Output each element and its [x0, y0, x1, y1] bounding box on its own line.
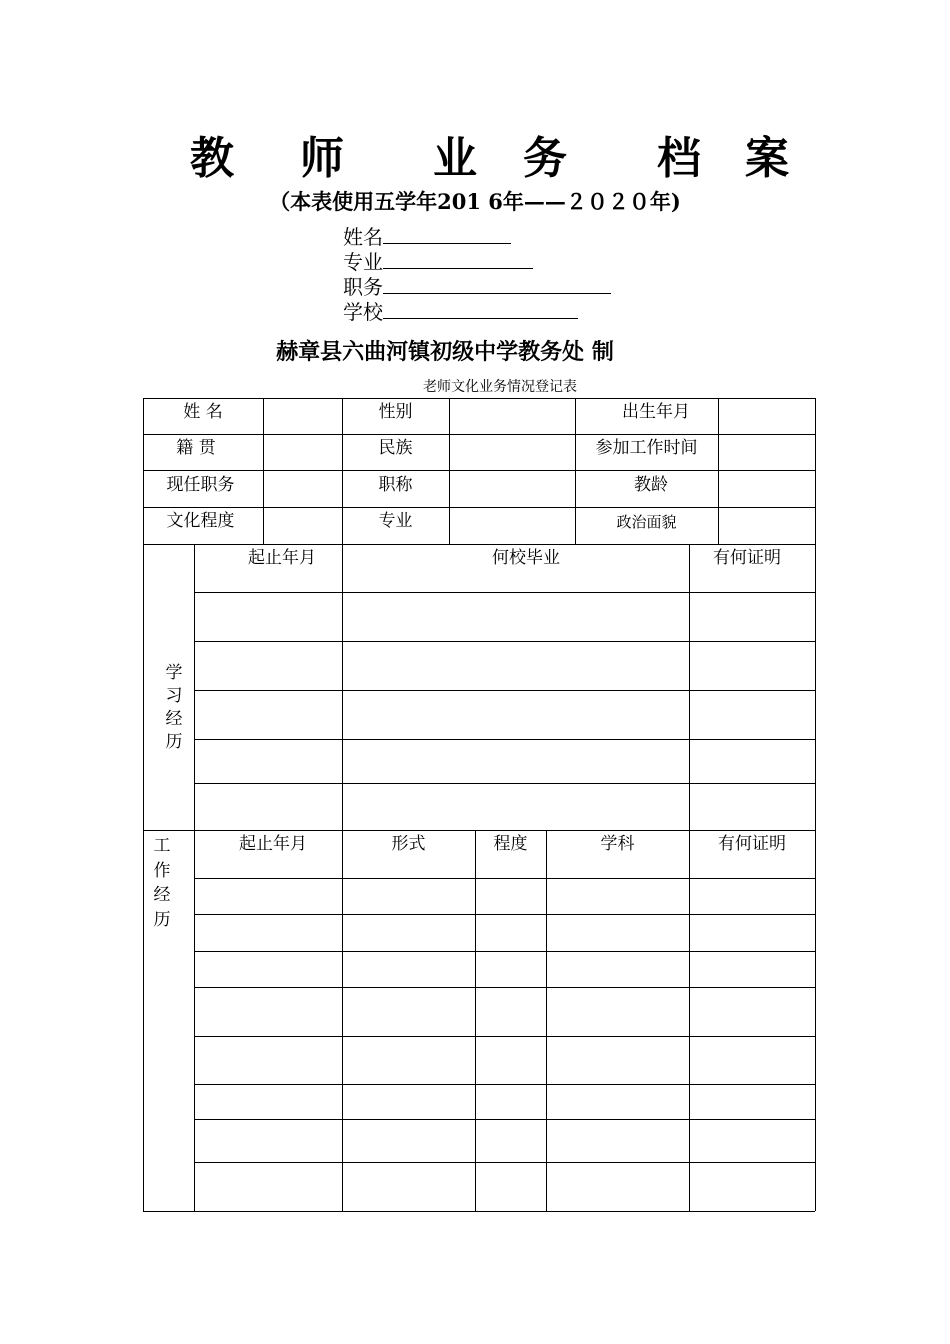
native-place-value-cell[interactable] [264, 435, 341, 470]
major-field-label: 专业 [343, 250, 383, 274]
title-char: 师 [300, 133, 344, 184]
study-certificate-header: 有何证明 [713, 548, 781, 568]
professional-title-label: 职称 [378, 475, 413, 495]
work-period-header: 起止年月 [239, 834, 307, 854]
row-divider [143, 544, 815, 545]
teaching-years-value-cell[interactable] [719, 471, 814, 507]
title-char: 教 [190, 133, 234, 184]
name-field-label: 姓名 [343, 225, 383, 249]
issuer-line: 赫章县六曲河镇初级中学教务处 制 [276, 340, 614, 365]
col-divider [689, 830, 690, 1211]
study-school-header: 何校毕业 [492, 548, 560, 568]
row-divider [194, 1162, 815, 1163]
current-position-label: 现任职务 [166, 475, 235, 495]
col-divider [342, 830, 343, 1211]
teaching-years-label: 教龄 [634, 475, 668, 495]
col-divider [689, 544, 690, 830]
ethnicity-label: 民族 [378, 438, 413, 458]
professional-title-value-cell[interactable] [450, 471, 574, 507]
row-divider [194, 1084, 815, 1085]
row-divider [194, 987, 815, 988]
work-subject-header: 学科 [600, 834, 635, 854]
row-divider [194, 641, 815, 642]
row-divider [194, 1036, 815, 1037]
native-place-label: 籍 贯 [176, 438, 216, 458]
major-label: 专业 [378, 511, 413, 531]
col-divider [475, 830, 476, 1211]
table-caption: 老师文化业务情况登记表 [423, 379, 577, 395]
school-field-blank[interactable] [383, 300, 578, 319]
study-period-header: 起止年月 [248, 548, 316, 568]
position-field-label: 职务 [343, 275, 383, 299]
title-char: 案 [745, 133, 789, 184]
table-border [815, 398, 816, 1211]
name-field [343, 225, 511, 250]
row-divider [194, 739, 815, 740]
col-divider [546, 830, 547, 1211]
position-field [343, 275, 611, 300]
major-field-blank[interactable] [383, 250, 533, 269]
work-form-header: 形式 [391, 834, 426, 854]
work-level-header: 程度 [493, 834, 528, 854]
gender-label: 性别 [378, 402, 413, 422]
row-divider [194, 690, 815, 691]
document-subtitle: （本表使用五学年201 6年——２０２０年) [269, 189, 681, 214]
gender-value-cell[interactable] [450, 399, 574, 434]
row-divider [194, 951, 815, 952]
row-divider [194, 1119, 815, 1120]
row-divider [194, 914, 815, 915]
section-divider [143, 830, 815, 831]
study-history-label: 学 习 经 历 [165, 663, 183, 752]
table-border [143, 1211, 815, 1212]
major-value-cell[interactable] [450, 508, 574, 544]
education-level-label: 文化程度 [166, 511, 235, 531]
birth-value-cell[interactable] [719, 399, 814, 434]
major-field [343, 250, 533, 275]
political-status-value-cell[interactable] [719, 508, 814, 544]
work-history-label: 工 作 经 历 [153, 836, 171, 930]
title-char: 务 [523, 133, 567, 184]
name-label: 姓 名 [183, 402, 223, 422]
work-start-label: 参加工作时间 [595, 438, 698, 458]
position-field-blank[interactable] [383, 275, 611, 294]
political-status-label: 政治面貌 [616, 513, 677, 531]
education-level-value-cell[interactable] [264, 508, 341, 544]
school-field [343, 300, 578, 325]
row-divider [194, 783, 815, 784]
col-divider [342, 544, 343, 830]
title-char: 档 [657, 133, 701, 184]
title-char: 业 [433, 133, 477, 184]
ethnicity-value-cell[interactable] [450, 435, 574, 470]
current-position-value-cell[interactable] [264, 471, 341, 507]
work-certificate-header: 有何证明 [718, 834, 786, 854]
row-divider [194, 878, 815, 879]
name-value-cell[interactable] [264, 399, 341, 434]
name-field-blank[interactable] [383, 225, 511, 244]
school-field-label: 学校 [343, 300, 383, 324]
row-divider [194, 592, 815, 593]
work-start-value-cell[interactable] [719, 435, 814, 470]
birth-label: 出生年月 [622, 402, 690, 422]
